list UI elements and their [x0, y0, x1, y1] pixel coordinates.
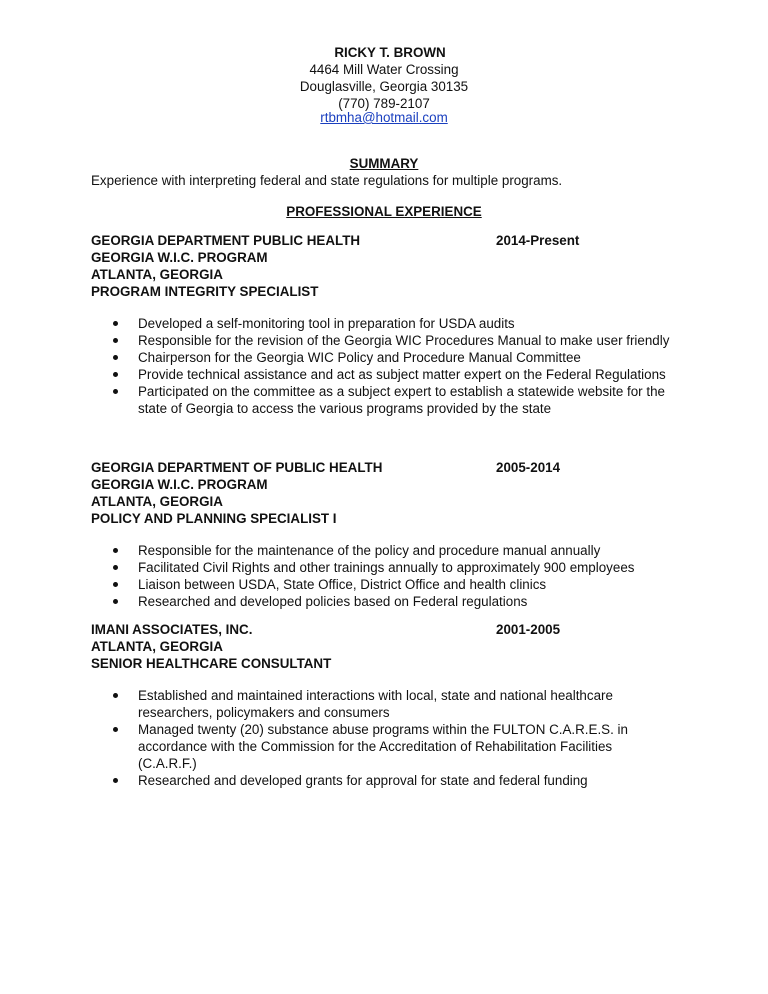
bullet-text: Managed twenty (20) substance abuse programs within the FULTON C.A.R.E.S. in accordance with the Commission for the Accreditation of Rehabilitation Facilities (C.A.R.F.)	[138, 722, 628, 771]
bullet-icon	[113, 372, 118, 377]
job-employer-line	[91, 621, 711, 638]
job-dates: 2005-2014	[496, 460, 561, 475]
bullet-icon	[113, 693, 118, 698]
email-link[interactable]: rtbmha@hotmail.com	[320, 110, 448, 125]
list-item	[113, 576, 673, 593]
job-employer: GEORGIA DEPARTMENT OF PUBLIC HEALTH	[91, 460, 383, 475]
list-item	[113, 349, 673, 366]
list-item	[113, 332, 673, 349]
bullet-icon	[113, 338, 118, 343]
bullet-icon	[113, 389, 118, 394]
job-dates: 2001-2005	[496, 622, 561, 637]
bullet-icon	[113, 727, 118, 732]
bullet-icon	[113, 565, 118, 570]
list-item	[113, 542, 673, 559]
job-bullet-list	[113, 542, 673, 610]
bullet-text: Provide technical assistance and act as subject matter expert on the Federal Regulations	[138, 367, 666, 382]
bullet-icon	[113, 582, 118, 587]
list-item	[113, 559, 673, 576]
summary-text: Experience with interpreting federal and state regulations for multiple programs.	[91, 173, 563, 188]
job-employer: IMANI ASSOCIATES, INC.	[91, 622, 253, 637]
list-item	[113, 772, 673, 789]
job-location: ATLANTA, GEORGIA	[91, 267, 223, 282]
job-title: PROGRAM INTEGRITY SPECIALIST	[91, 284, 319, 299]
bullet-text: Facilitated Civil Rights and other trainings annually to approximately 900 employees	[138, 560, 635, 575]
bullet-text: Established and maintained interactions with local, state and national healthcare researchers, policymakers and consumers	[138, 688, 613, 720]
job-dates: 2014-Present	[496, 233, 580, 248]
job-title: POLICY AND PLANNING SPECIALIST I	[91, 511, 337, 526]
bullet-text: Responsible for the maintenance of the policy and procedure manual annually	[138, 543, 601, 558]
bullet-icon	[113, 548, 118, 553]
list-item	[113, 315, 673, 332]
list-item	[113, 593, 673, 610]
job-entry	[91, 621, 711, 672]
bullet-text: Responsible for the revision of the Georgia WIC Procedures Manual to make user friendly	[138, 333, 670, 348]
job-entry	[91, 459, 711, 527]
phone-number: (770) 789-2107	[338, 96, 430, 111]
list-item	[113, 383, 673, 417]
job-location: ATLANTA, GEORGIA	[91, 639, 223, 654]
job-program: GEORGIA W.I.C. PROGRAM	[91, 250, 268, 265]
applicant-name: RICKY T. BROWN	[334, 45, 446, 60]
job-employer-line	[91, 232, 711, 249]
list-item	[113, 721, 673, 772]
bullet-text: Chairperson for the Georgia WIC Policy and Procedure Manual Committee	[138, 350, 581, 365]
job-bullet-list	[113, 687, 673, 789]
job-employer: GEORGIA DEPARTMENT PUBLIC HEALTH	[91, 233, 361, 248]
bullet-icon	[113, 355, 118, 360]
address-line-1: 4464 Mill Water Crossing	[309, 62, 459, 77]
job-entry	[91, 232, 711, 300]
bullet-text: Participated on the committee as a subject expert to establish a statewide website for the state of Georgia to access the various programs provided by the state	[138, 384, 665, 416]
bullet-text: Researched and developed grants for approval for state and federal funding	[138, 773, 588, 788]
bullet-icon	[113, 778, 118, 783]
bullet-text: Researched and developed policies based on Federal regulations	[138, 594, 528, 609]
experience-heading: PROFESSIONAL EXPERIENCE	[286, 204, 482, 219]
bullet-text: Developed a self-monitoring tool in preparation for USDA audits	[138, 316, 515, 331]
job-employer-line	[91, 459, 711, 476]
job-title: SENIOR HEALTHCARE CONSULTANT	[91, 656, 332, 671]
summary-heading: SUMMARY	[349, 156, 419, 171]
job-program: GEORGIA W.I.C. PROGRAM	[91, 477, 268, 492]
list-item	[113, 366, 673, 383]
job-location: ATLANTA, GEORGIA	[91, 494, 223, 509]
bullet-icon	[113, 599, 118, 604]
bullet-text: Liaison between USDA, State Office, District Office and health clinics	[138, 577, 547, 592]
list-item	[113, 687, 673, 721]
address-line-2: Douglasville, Georgia 30135	[299, 79, 469, 94]
bullet-icon	[113, 321, 118, 326]
email-line	[0, 109, 768, 126]
job-bullet-list	[113, 315, 673, 417]
